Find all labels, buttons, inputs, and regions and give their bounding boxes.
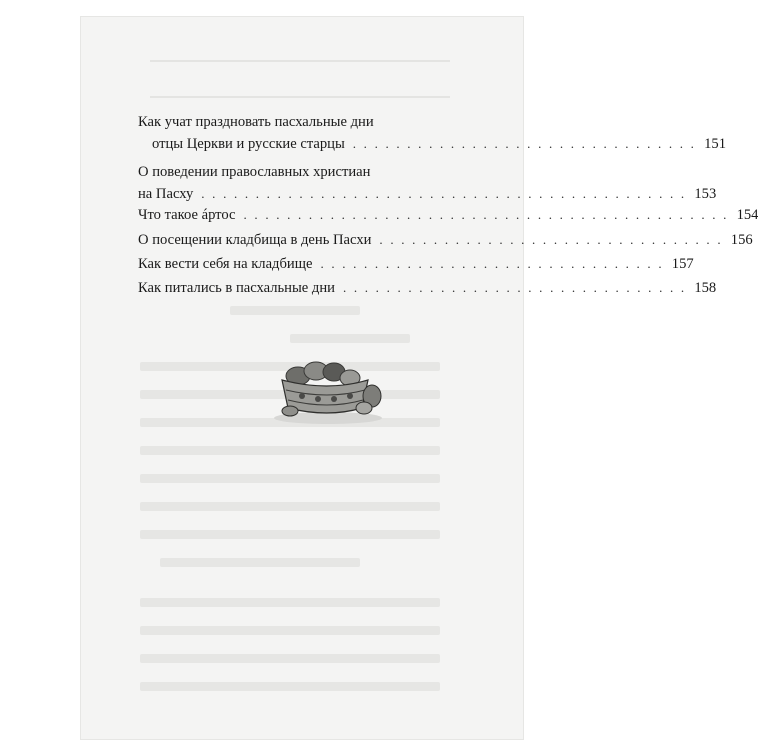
book-page	[80, 16, 758, 740]
toc-page-number: 154	[736, 207, 758, 223]
show-through-header-band	[150, 60, 450, 98]
toc-entry-title: Как питались в пасхальные дни	[138, 280, 335, 296]
easter-basket-icon	[268, 356, 388, 426]
toc-page-number: 158	[694, 280, 717, 296]
toc-page-number: 151	[704, 136, 727, 152]
toc-entry[interactable]	[138, 204, 758, 225]
toc-leader-dots: . . . . . . . . . . . . . . . . . . . . . . . . . . . . . . . . . . . . . . . . . . . . .	[243, 207, 729, 222]
toc-entry[interactable]	[138, 112, 727, 154]
toc-entry-title-continued: отцы Церкви и русские старцы	[152, 136, 345, 152]
toc-leader-dots: . . . . . . . . . . . . . . . . . . . . . . . . . . . . . . . .	[320, 256, 664, 271]
toc-leader-dots: . . . . . . . . . . . . . . . . . . . . . . . . . . . . . . . .	[379, 232, 723, 247]
toc-page-number: 156	[730, 232, 753, 248]
toc-entry-title: О поведении православных христиан	[138, 164, 371, 180]
toc-leader-dots: . . . . . . . . . . . . . . . . . . . . . . . . . . . . . . . .	[342, 280, 687, 295]
toc-entry-title: О посещении кладбища в день Пасхи	[138, 232, 372, 248]
toc-entry[interactable]	[138, 277, 717, 298]
toc-entry[interactable]	[138, 162, 717, 204]
toc-leader-dots: . . . . . . . . . . . . . . . . . . . . . . . . . . . . . . . . . . . . . . . . . . . . .	[201, 186, 687, 201]
toc-entry-title: Как вести себя на кладбище	[138, 256, 313, 272]
toc-page-number: 157	[671, 256, 694, 272]
toc-entry[interactable]	[138, 253, 694, 274]
toc-leader-dots: . . . . . . . . . . . . . . . . . . . . . . . . . . . . . . . .	[352, 136, 697, 151]
toc-page-number: 153	[694, 186, 717, 202]
toc-entry-title-continued: на Пасху	[138, 186, 194, 202]
toc-entry[interactable]	[138, 229, 753, 250]
toc-entry-title: Что такое áртос	[138, 207, 236, 223]
toc-entry-title: Как учат праздновать пасхальные дни	[138, 114, 374, 130]
